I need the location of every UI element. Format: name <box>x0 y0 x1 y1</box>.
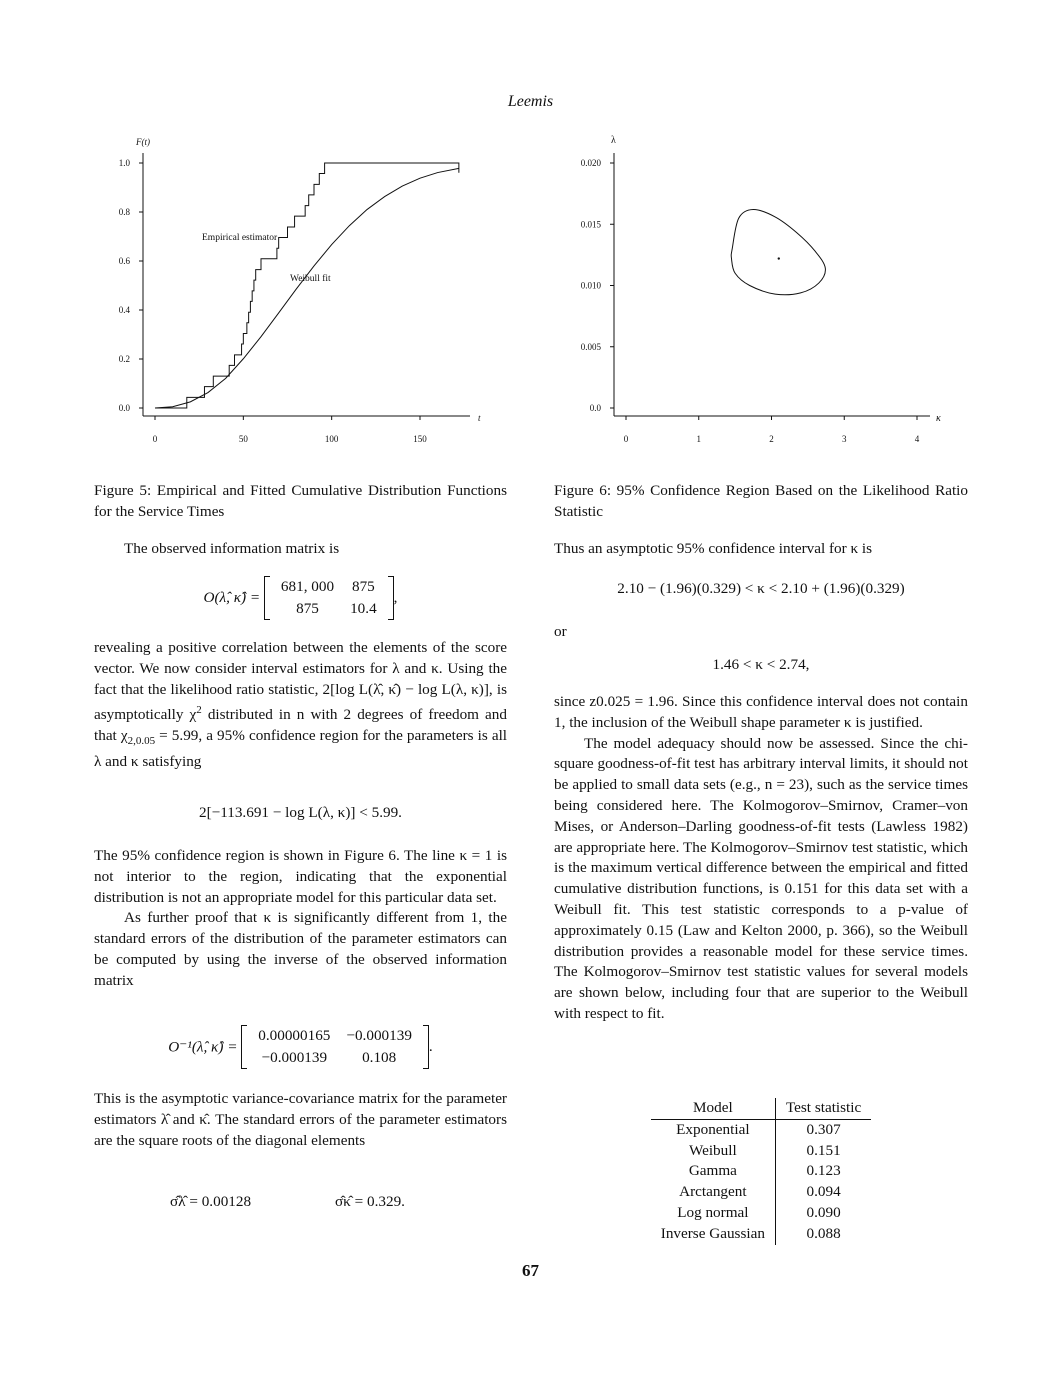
table-header: Model <box>651 1098 776 1119</box>
table-row <box>651 1182 871 1203</box>
table-cell-statistic: 0.090 <box>806 1203 841 1221</box>
x-axis-label: t <box>478 413 481 423</box>
se-kappa: σ̂κ̂ = 0.329. <box>335 1193 405 1210</box>
paragraph-asymptotic: This is the asymptotic variance-covariance matrix for the parameter estimators λ̂ and κ̂. The standard errors of the parameter estimators are the square roots of the diagonal elements <box>94 1090 507 1149</box>
y-tick-label: 0.015 <box>580 219 601 230</box>
confidence-region-curve <box>731 210 825 295</box>
table-row <box>651 1161 871 1182</box>
table-row <box>651 1141 871 1162</box>
matrix2-lhs: O⁻¹(λ̂, κ̂) = <box>168 1038 238 1056</box>
y-tick-label: 0.005 <box>580 341 601 352</box>
annotation-weibull: Weibull fit <box>290 274 331 284</box>
equation-ci-2: 1.46 < κ < 2.74, <box>712 656 810 673</box>
test-statistic-table-wrap <box>554 1098 968 1245</box>
x-tick-label: 50 <box>238 434 248 444</box>
right-paragraphs <box>554 692 968 1025</box>
y-tick-label: 0.020 <box>580 158 601 168</box>
running-header: Leemis <box>507 93 554 110</box>
x-tick-label: 2 <box>769 434 774 444</box>
text-sub: 2,0.05 <box>127 735 156 748</box>
word-or: or <box>554 623 567 640</box>
table-row <box>651 1224 871 1245</box>
table-cell-model: Gamma <box>651 1161 776 1182</box>
equation-inverse-matrix <box>94 1025 507 1069</box>
y-tick-label: 0.010 <box>580 280 601 291</box>
x-tick-label: 4 <box>914 434 920 444</box>
page-number: 67 <box>522 1261 539 1280</box>
table-cell-statistic: 0.088 <box>806 1224 841 1242</box>
table-body <box>651 1119 871 1244</box>
y-tick-label: 0.0 <box>589 403 601 413</box>
matrix2 <box>241 1025 429 1069</box>
x-tick-label: 0 <box>152 434 158 444</box>
table-cell-statistic: 0.307 <box>806 1120 841 1138</box>
x-tick-label: 100 <box>324 434 339 444</box>
table-cell-model: Inverse Gaussian <box>651 1224 776 1245</box>
table-cell-model: Arctangent <box>651 1182 776 1203</box>
table-row <box>651 1203 871 1224</box>
paragraph-intro: The observed information matrix is <box>124 540 340 557</box>
left-column <box>94 539 507 560</box>
equation-information-matrix <box>94 576 507 620</box>
y-tick-label: 0.8 <box>118 207 130 217</box>
paragraph-further: As further proof that κ is significantly different from 1, the standard errors of the distribution of the parameter estimators can be computed by using the inverse of the observed information matrix <box>94 909 507 989</box>
y-tick-label: 0.6 <box>118 256 130 266</box>
matrix1-cell: 875 <box>351 578 375 595</box>
figure-5-caption: Figure 5: Empirical and Fitted Cumulative Distribution Functions for the Service Times <box>94 482 507 520</box>
x-tick-label: 0 <box>623 434 629 444</box>
matrix2-cell: −0.000139 <box>346 1027 412 1044</box>
figure-5-chart <box>100 128 500 458</box>
y-tick-label: 0.4 <box>118 305 130 315</box>
text-run: distributed in n with 2 degrees of freedom and that χ <box>94 706 507 745</box>
table-cell-model: Log normal <box>651 1203 776 1224</box>
x-tick-label: 150 <box>413 434 427 444</box>
matrix1-lhs: O(λ̂, κ̂) = <box>203 589 261 606</box>
matrix1-cell: 10.4 <box>350 600 377 617</box>
table-cell-statistic: 0.094 <box>806 1183 841 1201</box>
figure-6-chart <box>560 128 970 458</box>
mle-point <box>778 257 780 259</box>
equation-region: 2[−113.691 − log L(λ, κ)] < 5.99. <box>199 804 402 821</box>
matrix1-tail: , <box>393 589 398 606</box>
x-axis-label: κ <box>936 413 941 424</box>
matrix2-cell: 0.108 <box>362 1049 397 1066</box>
text-run: revealing a positive correlation between the elements of the score vector. We now consider interval estimators for λ and κ. Using the fact that the likelihood ratio statistic, 2[log L(λ̂, κ̂) − log L(λ, κ)], is asymptotically χ <box>94 639 507 724</box>
matrix1-cell: 875 <box>296 600 319 617</box>
x-tick-label: 1 <box>696 434 701 444</box>
matrix1-cell: 681, 000 <box>280 578 335 595</box>
table-cell-statistic: 0.123 <box>806 1162 841 1180</box>
x-tick-label: 3 <box>842 434 847 444</box>
empirical-step-line <box>155 163 459 408</box>
annotation-empirical: Empirical estimator <box>202 233 278 243</box>
y-tick-label: 1.0 <box>118 158 130 168</box>
test-statistic-table <box>651 1098 871 1245</box>
table-cell-model: Exponential <box>651 1119 776 1140</box>
table-header: Test statistic <box>775 1098 871 1119</box>
text-sup: 2 <box>196 704 202 717</box>
equation-ci: 2.10 − (1.96)(0.329) < κ < 2.10 + (1.96)(0.329) <box>617 580 905 597</box>
y-axis-label: λ <box>611 135 616 146</box>
y-tick-label: 0.2 <box>118 354 130 364</box>
matrix2-cell: 0.00000165 <box>258 1027 331 1044</box>
table-cell-model: Weibull <box>651 1141 776 1162</box>
y-tick-label: 0.0 <box>118 403 130 413</box>
paragraph-revealing <box>94 638 507 773</box>
y-axis-label: F(t) <box>136 137 150 147</box>
paragraph-model: The model adequacy should now be assessed. Since the chi-square goodness-of-fit test has arbitrary interval limits, it should not be applied to small data sets (e.g., n = 23), such as the service times being considered here. The Kolmogorov–Smirnov, Cramer–von Mises, or Anderson–Darling goodness-of-fit tests (Lawless 1982) are appropriate here. The Kolmogorov–Smirnov test statistic, which is the maximum vertical difference between the empirical and fitted cumulative distribution functions, is 0.151 for this data set with a Weibull fit. This test statistic corresponds to a p-value of approximately 0.15 (Law and Kelton 2000, p. 366), so the Weibull distribution provides a reasonable model for these service times. The Kolmogorov–Smirnov test statistic values for several models are shown below, including four that are superior to the Weibull with respect to fit. <box>554 734 968 1022</box>
table-row <box>651 1119 871 1140</box>
paragraph-thus: Thus an asymptotic 95% confidence interval for κ is <box>554 540 873 557</box>
weibull-fit-curve <box>155 168 459 408</box>
table-cell-statistic: 0.151 <box>806 1141 841 1159</box>
text-run: = 5.99, a 95% confidence region for the parameters is all λ and κ satisfying <box>94 727 508 771</box>
se-lambda: σ̂λ̂ = 0.00128 <box>170 1193 252 1210</box>
figure-6-caption: Figure 6: 95% Confidence Region Based on the Likelihood Ratio Statistic <box>554 482 968 520</box>
paragraph-since: since z0.025 = 1.96. Since this confidence interval does not contain 1, the inclusion of the Weibull shape parameter κ is justified. <box>554 693 968 731</box>
matrix2-cell: −0.000139 <box>261 1049 328 1066</box>
matrix1 <box>264 576 394 620</box>
matrix2-tail: . <box>428 1038 433 1055</box>
paragraph-region-text: The 95% confidence region is shown in Figure 6. The line κ = 1 is not interior to the region, indicating that the exponential distribution is not an appropriate model for this particular data set. <box>94 847 507 906</box>
paragraph-region <box>94 846 507 992</box>
